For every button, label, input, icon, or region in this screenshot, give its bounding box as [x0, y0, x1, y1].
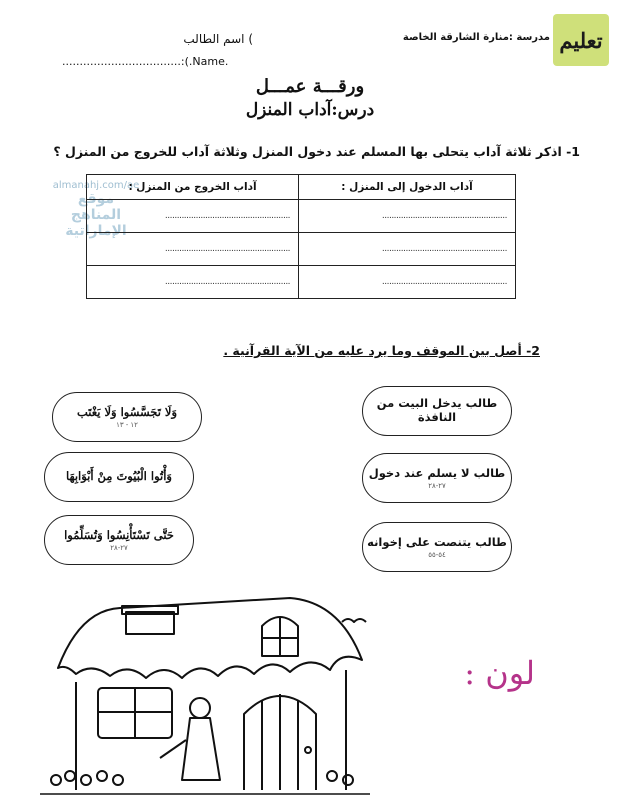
logo-text: تعليم — [559, 27, 603, 53]
house-roof — [58, 598, 362, 678]
answer-blank[interactable]: ..................................................... — [299, 233, 516, 266]
answer-blank[interactable]: ..................................................... — [299, 266, 516, 299]
verse-ref: ٢٧-٢٨ — [110, 544, 128, 552]
col-header-leaving: آداب الخروج من المنزل : — [87, 175, 299, 200]
answer-blank[interactable]: ..................................................... — [87, 200, 299, 233]
watermark-line-3: المناهج الإماراتية — [65, 207, 127, 239]
question-2: 2- أصل بين الموقف وما يرد عليه من الآية القرآنية . — [223, 343, 540, 358]
situation-text: طالب يتنصت على إخوانه — [367, 535, 507, 549]
lesson-title: درس:آداب المنزل — [245, 100, 375, 120]
situation-ref: ٥٤-٥٥ — [428, 551, 446, 559]
student-name-label-ar: اسم الطالب ( — [183, 32, 253, 46]
question-1: 1- اذكر ثلاثة آداب يتحلى بها المسلم عند دخول المنزل وثلاثة آداب للخروج من المنزل ؟ — [53, 144, 580, 159]
chimney — [126, 612, 174, 634]
house-coloring-image — [40, 590, 370, 800]
girl-head — [190, 698, 210, 718]
answer-blank[interactable]: ..................................................... — [87, 233, 299, 266]
watermark-line-2: موقع — [77, 191, 115, 207]
situation-pill-2[interactable] — [362, 453, 512, 503]
col-header-entering: آداب الدخول إلى المنزل : — [299, 175, 516, 200]
bird — [342, 619, 366, 622]
logo-box — [553, 14, 609, 66]
verse-pill-2[interactable] — [44, 452, 194, 502]
table-row — [87, 233, 516, 266]
verse-pill-3[interactable] — [44, 515, 194, 565]
worksheet-title: ورقـــة عمـــل — [255, 76, 365, 97]
table-row — [87, 266, 516, 299]
situation-pill-3[interactable] — [362, 522, 512, 572]
watermark-line-1: almanahj.com/ae — [52, 180, 140, 191]
situation-pill-1[interactable] — [362, 386, 512, 436]
situation-ref: ٢٧-٢٨ — [428, 482, 446, 490]
school-name: مدرسة :منارة الشارقة الخاصة — [402, 32, 550, 43]
verse-text: وَأْتُوا الْبُيُوتَ مِنْ أَبْوَابِهَا — [66, 469, 172, 483]
answer-blank[interactable]: ..................................................... — [299, 200, 516, 233]
situation-text: طالب لا يسلم عند دخول — [368, 466, 506, 480]
verse-text: وَلَا تَجَسَّسُوا وَلَا يَغْتَب — [76, 405, 178, 419]
verse-pill-1[interactable] — [52, 392, 202, 442]
answer-table — [86, 174, 516, 299]
answer-blank[interactable]: ..................................................... — [87, 266, 299, 299]
verse-text: حَتَّى تَسْتَأْنِسُوا وَتُسَلِّمُوا — [64, 528, 174, 542]
verse-ref: ١٢ - ١٣ — [116, 421, 138, 429]
student-name-label-en: ..................................:(.Name. — [62, 55, 229, 68]
situation-text: طالب يدخل البيت من النافذة — [376, 396, 498, 424]
table-row — [87, 200, 516, 233]
coloring-label: لون : — [464, 654, 535, 692]
